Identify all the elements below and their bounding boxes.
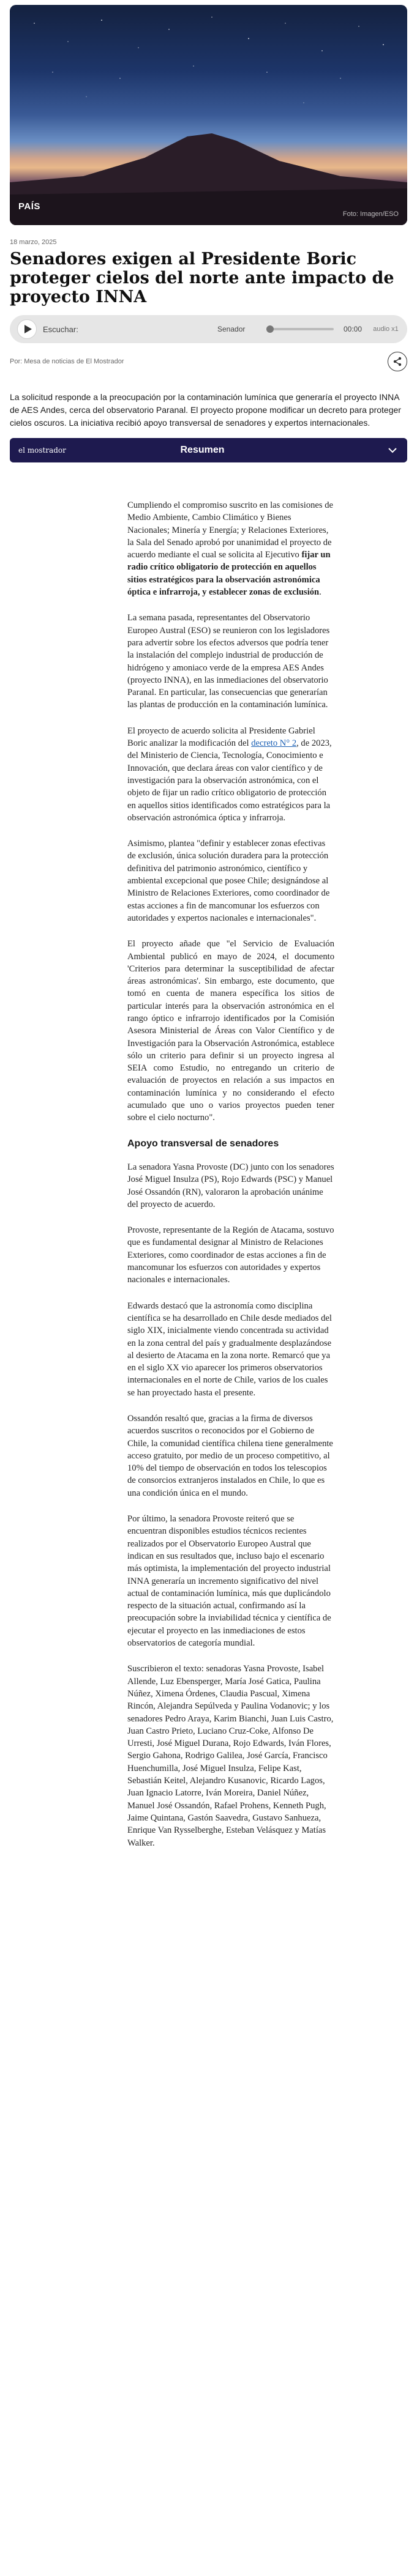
paragraph: Ossandón resaltó que, gracias a la firma de diversos acuerdos suscritos o reconocidos por el Gobierno de Chile, la comunidad científica chilena tiene generalmente acceso gratuito, por medio de un proceso competitivo, al 10% del tiempo de observación en todos los telescopios de consorcios extranjeros instalados en Chile, lo que es una condición única en el mundo. <box>127 1414 333 1498</box>
highlighted-text: fijar un radio crítico obligatorio de protección en aquellos sitios estratégicos para la observación astronómica óptica e infrarroja, y establecer zonas de exclusión <box>127 550 331 598</box>
paragraph: La semana pasada, representantes del Observatorio Europeo Austral (ESO) se reunieron con los legisladores para advertir sobre los efectos adversos que podría tener la instalación del complejo industrial de producción de hidrógeno y amoniaco verde de la empresa AES Andes (proyecto INNA), en las inmediaciones del observatorio Paranal. En particular, las consecuencias que generarían las plantas de producción en la contaminación lumínica. <box>127 613 330 710</box>
paragraph: Cumpliendo el compromiso suscrito en las comisiones de Medio Ambiente, Cambio Climático y Bienes Nacionales; Minería y Energía; y Relaciones Exteriores, la Sala del Senado aprobó por unanimidad el proyecto de acuerdo mediante el cual se solicita al Ejecutivo fijar un radio crítico obligatorio de protección en aquellos sitios estratégicos para la observación astronómica óptica e infrarroja, y establecer zonas de exclusión. <box>127 500 334 598</box>
paragraph: El proyecto de acuerdo solicita al Presidente Gabriel Boric analizar la modificación del decreto N° 2, de 2023, del Ministerio de Ciencia, Tecnología, Conocimiento e Innovación, que declara áreas con valor científico y de investigación para la observación astronómica, con el objeto de fijar un radio crítico obligatorio de protección en aquellos sitios identificados como estratégicos para la observación astronómica óptica y infrarroja. <box>127 726 332 823</box>
photo-credit: Foto: Imagen/ESO <box>342 210 399 218</box>
audio-speed-button[interactable]: audio x1 <box>373 325 399 333</box>
share-button[interactable] <box>388 352 407 371</box>
audio-label: Escuchar: <box>43 324 78 334</box>
hero-image <box>10 5 407 225</box>
article-lead: La solicitud responde a la preocupación por la contaminación lumínica que generaría el proyecto INNA de AES Andes, cerca del observatorio Paranal. El proyecto propone modificar un decreto para proteger cielos oscuros. La iniciativa recibió apoyo transversal de senadores y expertos internacionales. <box>10 392 401 428</box>
paragraph: El proyecto añade que "el Servicio de Evaluación Ambiental publicó en mayo de 2024, el documento 'Criterios para determinar la susceptibilidad de afectar áreas astronómicas'. Sin embargo, este documento, que tomó en cuenta de manera específica los sitios de particular interés para la observación astronómica en el rango óptico e infrarrojo identificados por la Comisión Asesora Ministerial de Áreas con Valor Científico y de Investigación para la Observación Astronómica, establece sólo un criterio para definir si un proyecto ingresa al SEIA como Estudio, no entregando un criterio de evaluación de proyectos en relación a sus impactos en contaminación lumínica y no considerando el efecto acumulado que uno o varios proyectos pueden tener sobre el cielo nocturno". <box>127 939 334 1123</box>
audio-player <box>10 315 407 343</box>
resumen-toggle[interactable] <box>10 438 407 462</box>
paragraph: Asimismo, plantea "definir y establecer zonas efectivas de exclusión, única solución duradera para la protección definitiva del patrimonio astronómico, científico y ambiental excepcional que posee Chile; designándose al Ministro de Relaciones Exteriores, como coordinador de estas acciones a fin de mancomunar los esfuerzos con autoridades y expertos nacionales e internacionales". <box>127 839 330 923</box>
audio-progress-slider[interactable] <box>266 328 334 330</box>
article-title: Senadores exigen al Presidente Boric proteger cielos del norte ante impacto de proyecto INNA <box>10 250 394 306</box>
paragraph: Provoste, representante de la Región de Atacama, sostuvo que es fundamental designar al Ministro de Relaciones Exteriores, como coordinador de estas acciones a fin de mancomunar los esfuerzos con autoridades y expertos nacionales e internacionales. <box>127 1225 334 1285</box>
audio-time: 00:00 <box>343 325 363 333</box>
share-icon <box>393 357 402 366</box>
section-badge[interactable]: PAÍS <box>18 201 40 212</box>
voice-select[interactable]: Senador <box>217 325 246 333</box>
paragraph: La senadora Yasna Provoste (DC) junto con los senadores José Miguel Insulza (PS), Rojo Edwards (PSC) y Manuel José Ossandón (RN), valoraron la aprobación unánime del proyecto de acuerdo. <box>127 1162 334 1209</box>
byline-row <box>10 352 407 371</box>
brand-logo: el mostrador <box>18 446 66 455</box>
paragraph: Edwards destacó que la astronomía como disciplina científica se ha desarrollado en Chile desde mediados del siglo XIX, inicialmente viendo concentrada su actividad en la zona central del país y gradualmente desplazándose al desierto de Atacama en la zona norte. Remarcó que ya en el siglo XX vio aparecer los primeros observatorios internacionales en el norte de Chile, varios de los cuales se han proyectado hasta el presente. <box>127 1301 332 1398</box>
resumen-label: Resumen <box>180 445 225 455</box>
play-icon <box>24 325 32 333</box>
mountain-silhouette <box>10 5 407 225</box>
audio-progress-knob[interactable] <box>266 325 274 333</box>
page <box>0 5 417 1849</box>
chevron-down-icon <box>386 447 399 453</box>
byline: Por: Mesa de noticias de El Mostrador <box>10 358 124 365</box>
decree-link[interactable]: decreto N° 2 <box>251 738 297 749</box>
publish-date: 18 marzo, 2025 <box>10 239 57 246</box>
article-body <box>127 499 334 1849</box>
paragraph: Suscribieron el texto: senadoras Yasna Provoste, Isabel Allende, Luz Ebensperger, María José Gatica, Paulina Núñez, Ximena Órdenes, Claudia Pascual, Ximena Rincón, Alejandra Sepúlveda y Paulina Vodanovic; y los senadores Pedro Araya, Karim Bianchi, Juan Luis Castro, Juan Castro Prieto, Luciano Cruz-Coke, Alfonso De Urresti, José Miguel Durana, Rojo Edwards, Iván Flores, Sergio Gahona, Rodrigo Galilea, José García, Francisco Huenchumilla, José Miguel Insulza, Felipe Kast, Sebastián Keitel, Alejandro Kusanovic, Ricardo Lagos, Juan Ignacio Latorre, Iván Moreira, Daniel Núñez, Manuel José Ossandón, Rafael Prohens, Kenneth Pugh, Jaime Quintana, Gastón Saavedra, Gustavo Sanhueza, Enrique Van Rysselberghe, Esteban Velásquez y Matías Walker. <box>127 1664 334 1848</box>
section-heading: Apoyo transversal de senadores <box>127 1138 279 1149</box>
paragraph: Por último, la senadora Provoste reiteró que se encuentran disponibles estudios técnicos recientes realizados por el Observatorio Europeo Austral que indican en sus resultados que, incluso bajo el escenario más optimista, la implementación del proyecto industrial INNA generaría un incremento significativo del nivel actual de contaminación lumínica, más que duplicándolo respecto de la situación actual, confirmando así la preocupación sobre la inviabilidad técnica y científica de ejecutar el proyecto en las inmediaciones de estos observatorios de categoría mundial. <box>127 1514 331 1649</box>
play-button[interactable] <box>17 319 37 339</box>
